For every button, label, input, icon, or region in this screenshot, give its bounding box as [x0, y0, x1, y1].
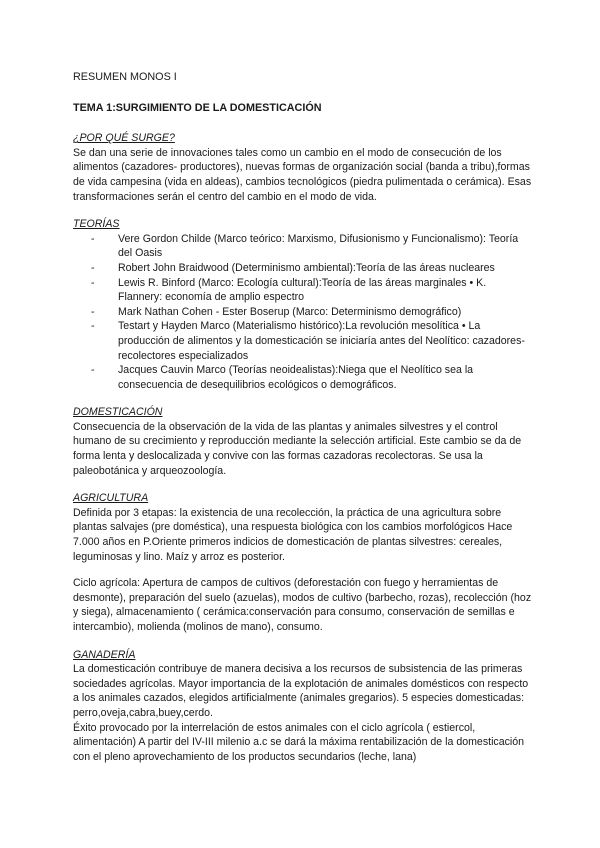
list-item: - Testart y Hayden Marco (Materialismo histórico):La revolución mesolítica • La producción de alimentos y la domesticación se iniciaría antes del Neolítico: cazadores-recolectores especializados: [93, 319, 533, 363]
section-ganaderia: [73, 648, 533, 765]
document-title: RESUMEN MONOS I: [73, 71, 177, 83]
theories-list: [73, 232, 533, 393]
section-domesticacion: [73, 405, 533, 478]
list-item: - Mark Nathan Cohen - Ester Boserup (Marco: Determinismo demográfico): [93, 305, 533, 320]
list-item: - Jacques Cauvin Marco (Teorías neoidealistas):Niega que el Neolítico sea la consecuencia de desequilibrios ecológicos o demográficos.: [93, 363, 533, 392]
section-teorias: [73, 217, 533, 392]
paragraph-ganaderia-exito: Éxito provocado por la interrelación de estos animales con el ciclo agrícola ( estiercol, alimentación) A partir del IV-III milenio a.c se dará la máxima rentabilización de la domesticación con el pleno aprovechamiento de los productos secundarios (leche, lana): [73, 721, 525, 763]
list-item: - Lewis R. Binford (Marco: Ecología cultural):Teoría de las áreas marginales • K. Flannery: economía de amplio espectro: [93, 276, 533, 305]
section-agricultura: [73, 491, 533, 634]
section-heading-domesticacion: DOMESTICACIÓN: [73, 406, 163, 419]
paragraph-ciclo-agricola: Ciclo agrícola: Apertura de campos de cultivos (deforestación con fuego y herramientas de desmonte), preparación del suelo (azuelas), modos de cultivo (barbecho, rozas), recolección (hoz y siega), almacenamiento ( cerámica:conservación para consumo, conservación de semillas e intercambio), molienda (molinos de mano), consumo.: [73, 577, 532, 633]
section-heading-ganaderia: GANADERÍA: [73, 648, 136, 661]
paragraph-domesticacion: Consecuencia de la observación de la vida de las plantas y animales silvestres y el control humano de su crecimiento y reproducción mediante la selección artificial. Este cambio se da de forma lenta y deslocalizada y convive con las formas cazadoras recolectoras. Se usa la paleobotánica y arqueozoología.: [73, 420, 522, 477]
paragraph-surge: Se dan una serie de innovaciones tales como un cambio en el modo de consecución de los alimentos (cazadores- productores), nuevas formas de organización social (banda a tribu),formas de vida campesina (vida en aldeas), cambios tecnológicos (piedra pulimentada o cerámica). Esas transformaciones serán el centro del cambio en el modo de vida.: [73, 146, 532, 203]
paragraph-ganaderia: La domesticación contribuye de manera decisiva a los recursos de subsistencia de las primeras sociedades agrícolas. Mayor importancia de la explotación de animales domésticos con respecto a los animales cazados, elegidos artificialmente (animales gregarios). 5 especies domesticadas: perro,oveja,cabra,buey,cerdo.: [73, 663, 529, 719]
paragraph-agricultura: Definida por 3 etapas: la existencia de una recolección, la práctica de una agricultura sobre plantas salvajes (pre doméstica), una respuesta biológica con los cambios morfológicos Hace 7.000 años en P.Oriente primeros indicios de domesticación de plantas silvestres: cereales, leguminosas y lino. Maíz y arroz es posterior.: [73, 506, 513, 563]
list-item: - Vere Gordon Childe (Marco teórico: Marxismo, Difusionismo y Funcionalismo): Teoría del Oasis: [93, 232, 533, 261]
section-heading-surge: ¿POR QUÉ SURGE?: [73, 132, 175, 145]
section-heading-agricultura: AGRICULTURA: [73, 492, 149, 505]
section-heading-teorias: TEORÍAS: [73, 218, 120, 231]
tema-heading: TEMA 1:SURGIMIENTO DE LA DOMESTICACIÓN: [73, 101, 322, 114]
list-item: - Robert John Braidwood (Determinismo ambiental):Teoría de las áreas nucleares: [93, 261, 533, 276]
section-surge: [73, 131, 533, 204]
document-page: [73, 70, 533, 777]
